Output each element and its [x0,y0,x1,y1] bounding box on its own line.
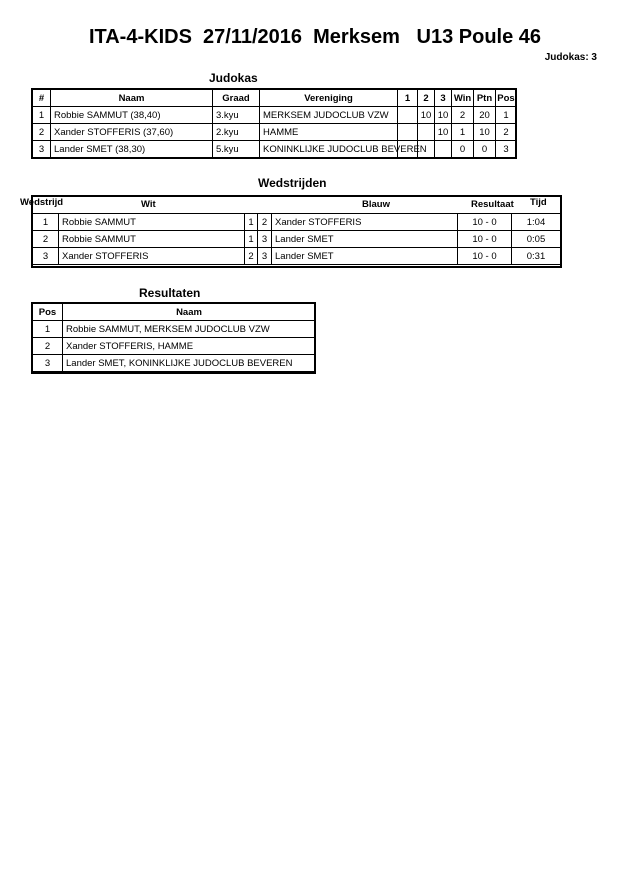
col-header-naam: Naam [51,90,213,107]
result-naam: Robbie SAMMUT, MERKSEM JUDOCLUB VZW [63,321,316,338]
col-header-win: Win [452,90,474,107]
judoka-score-2: 10 [418,107,435,124]
judoka-score-1 [398,124,418,141]
judoka-pos: 2 [496,124,517,141]
col-header-ptn: Ptn [474,90,496,107]
table-row [33,214,561,231]
judoka-vereniging: HAMME [260,124,398,141]
match-wit-nr: 1 [245,214,258,231]
wedstrijden-table [32,213,561,265]
judoka-pos: 3 [496,141,517,158]
resultaten-header-row [33,304,316,321]
col-header-nr: # [33,90,51,107]
judoka-win: 2 [452,107,474,124]
result-pos: 1 [33,321,63,338]
result-pos: 3 [33,355,63,372]
judoka-win: 1 [452,124,474,141]
col-header-vereniging: Vereniging [260,90,398,107]
match-blauw: Xander STOFFERIS [272,214,458,231]
judokas-header-row [33,90,517,107]
table-row [33,141,517,158]
judoka-score-3: 10 [435,107,452,124]
table-row [33,321,316,338]
judoka-ptn: 20 [474,107,496,124]
match-nr: 1 [33,214,59,231]
judoka-nr: 1 [33,107,51,124]
match-resultaat: 10 - 0 [458,214,512,231]
col-header-2: 2 [418,90,435,107]
col-header-resultaat: Resultaat [471,199,514,210]
col-header-3: 3 [435,90,452,107]
match-wit: Robbie SAMMUT [59,231,245,248]
match-wit-nr: 2 [245,248,258,265]
judoka-score-3 [435,141,452,158]
col-header-naam: Naam [63,304,316,321]
table-row [33,248,561,265]
judoka-win: 0 [452,141,474,158]
match-resultaat: 10 - 0 [458,231,512,248]
match-blauw-nr: 3 [258,248,272,265]
judoka-score-1 [398,107,418,124]
match-wit: Robbie SAMMUT [59,214,245,231]
result-naam: Lander SMET, KONINKLIJKE JUDOCLUB BEVEREN [63,355,316,372]
wedstrijden-section-title: Wedstrijden [258,176,327,190]
match-blauw: Lander SMET [272,248,458,265]
resultaten-table [32,303,316,372]
match-nr: 3 [33,248,59,265]
match-blauw-nr: 2 [258,214,272,231]
col-header-pos: Pos [496,90,517,107]
match-tijd: 0:05 [512,231,561,248]
table-row [33,231,561,248]
judoka-graad: 3.kyu [213,107,260,124]
page-title: ITA-4-KIDS 27/11/2016 Merksem U13 Poule 46 [88,26,542,48]
judoka-vereniging: KONINKLIJKE JUDOCLUB BEVEREN [260,141,398,158]
resultaten-section-title: Resultaten [139,286,201,300]
col-header-wedstrijd: Wedstrijd [20,197,64,208]
judoka-naam: Xander STOFFERIS (37,60) [51,124,213,141]
table-row [33,124,517,141]
match-wit: Xander STOFFERIS [59,248,245,265]
col-header-graad: Graad [213,90,260,107]
match-tijd: 1:04 [512,214,561,231]
result-pos: 2 [33,338,63,355]
table-row [33,355,316,372]
col-header-pos: Pos [33,304,63,321]
judoka-ptn: 0 [474,141,496,158]
col-header-tijd: Tijd [530,197,547,208]
judoka-naam: Lander SMET (38,30) [51,141,213,158]
judoka-pos: 1 [496,107,517,124]
judoka-graad: 2.kyu [213,124,260,141]
judoka-naam: Robbie SAMMUT (38,40) [51,107,213,124]
judoka-score-3: 10 [435,124,452,141]
judoka-vereniging: MERKSEM JUDOCLUB VZW [260,107,398,124]
col-header-wit: Wit [141,199,156,210]
judoka-score-2 [418,124,435,141]
match-nr: 2 [33,231,59,248]
col-header-blauw: Blauw [362,199,390,210]
match-wit-nr: 1 [245,231,258,248]
match-blauw-nr: 3 [258,231,272,248]
result-naam: Xander STOFFERIS, HAMME [63,338,316,355]
judoka-count: Judokas: 3 [544,52,597,63]
col-header-1: 1 [398,90,418,107]
match-blauw: Lander SMET [272,231,458,248]
judoka-nr: 3 [33,141,51,158]
match-resultaat: 10 - 0 [458,248,512,265]
judoka-graad: 5.kyu [213,141,260,158]
judokas-section-title: Judokas [209,71,258,85]
table-row [33,338,316,355]
judoka-ptn: 10 [474,124,496,141]
judoka-nr: 2 [33,124,51,141]
table-row [33,107,517,124]
match-tijd: 0:31 [512,248,561,265]
judokas-table [32,89,517,158]
